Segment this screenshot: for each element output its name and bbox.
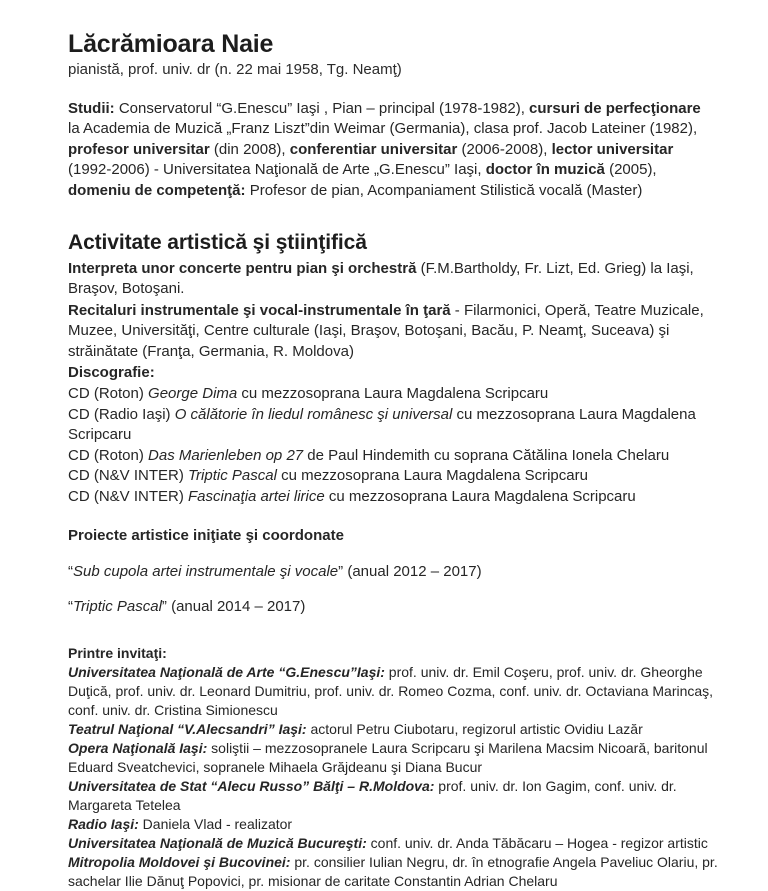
- disco-suffix: cu mezzosoprana Laura Magdalena Scripcaru: [324, 487, 636, 505]
- studii-text-7: (2006-2008),: [457, 140, 552, 158]
- proiect-close-quote: ”: [161, 598, 167, 616]
- disco-suffix: cu mezzosoprana Laura Magdalena Scripcaru: [276, 467, 588, 485]
- list-item: [68, 446, 716, 467]
- proiect-rest: (anual 2012 – 2017): [343, 562, 482, 580]
- proiect-item: [68, 597, 730, 618]
- disco-title: Das Marienleben op 27: [148, 446, 304, 464]
- section-heading-activitate: Activitate artistică şi ştiinţifică: [68, 231, 367, 255]
- proiect-open-quote: “: [68, 598, 73, 616]
- recitaluri-paragraph: [68, 301, 716, 363]
- invitati-institution: Universitatea Naţională de Muzică Bucureşti:: [68, 835, 367, 852]
- studii-bold-2: cursuri de perfecţionare: [529, 99, 701, 117]
- disco-prefix: CD (N&V INTER): [68, 487, 188, 505]
- invitati-people: prof. univ. dr. Ion Gagim, conf. univ. dr. Margareta Tetelea: [68, 778, 677, 814]
- invitati-people: actorul Petru Ciubotaru, regizorul artistic Ovidiu Lazăr: [306, 721, 643, 737]
- studii-text-1: Conservatorul “G.Enescu” Iaşi , Pian – principal (1978-1982),: [114, 99, 530, 117]
- studii-bold-4: profesor universitar: [68, 140, 210, 158]
- studii-label: Studii:: [68, 99, 115, 117]
- proiect-close-quote: ”: [338, 562, 344, 580]
- studii-paragraph: [68, 99, 708, 202]
- disco-title: George Dima: [148, 384, 238, 402]
- invitati-list: [68, 663, 736, 891]
- invitati-people: pr. consilier Iulian Negru, dr. în etnografie Angela Paveliuc Olariu, pr. sachelar Ilie Dănuţ Popovici, pr. misionar de caritate Constantin Adrian Chelaru: [68, 854, 718, 890]
- disco-suffix: de Paul Hindemith cu soprana Cătălina Ionela Chelaru: [303, 446, 670, 464]
- recitaluri-bold: Recitaluri instrumentale şi vocal-instrumentale în ţară: [68, 301, 451, 319]
- list-item: [68, 384, 716, 405]
- disco-suffix: cu mezzosoprana Laura Magdalena Scripcaru: [237, 384, 549, 402]
- list-item: [68, 777, 736, 815]
- invitati-people: conf. univ. dr. Anda Tăbăcaru – Hogea - regizor artistic: [366, 835, 708, 852]
- disco-prefix: CD (Roton): [68, 446, 149, 464]
- list-item: [68, 720, 736, 739]
- proiect-open-quote: “: [68, 562, 73, 580]
- invitati-institution: Mitropolia Moldovei şi Bucovinei:: [68, 854, 291, 871]
- invitati-heading: Printre invitaţi:: [68, 644, 167, 661]
- activitate-lead: [68, 259, 702, 300]
- proiecte-heading: Proiecte artistice iniţiate şi coordonate: [68, 527, 344, 545]
- disco-suffix: cu mezzosoprana Laura Magdalena Scripcaru: [68, 405, 696, 444]
- list-item: [68, 663, 736, 720]
- proiect-rest: (anual 2014 – 2017): [166, 598, 306, 616]
- invitati-institution: Universitatea Naţională de Arte “G.Enescu”Iaşi:: [68, 663, 385, 680]
- studii-text-9: (1992-2006) - Universitatea Naţională de Arte „G.Enescu” Iaşi,: [68, 161, 486, 179]
- invitati-institution: Teatrul Naţional “V.Alecsandri” Iaşi:: [68, 721, 307, 737]
- studii-bold-10: doctor în muzică: [485, 161, 605, 179]
- studii-bold-8: lector universitar: [551, 140, 674, 158]
- list-item: [68, 466, 716, 487]
- disco-title: O călătorie în liedul românesc şi universal: [174, 405, 453, 423]
- list-item: [68, 487, 716, 508]
- studii-bold-6: conferentiar universitar: [289, 140, 458, 158]
- list-item: [68, 739, 736, 777]
- invitati-people: Daniela Vlad - realizator: [138, 816, 293, 833]
- discografie-list: [68, 384, 716, 507]
- list-item: [68, 815, 736, 834]
- invitati-institution: Opera Naţională Iaşi:: [68, 740, 208, 757]
- activitate-lead-bold: Interpreta unor concerte pentru pian şi orchestră: [68, 259, 417, 277]
- proiect-item: [68, 562, 730, 583]
- disco-title: Triptic Pascal: [188, 467, 277, 485]
- studii-text-11: (2005),: [604, 161, 657, 179]
- list-item: [68, 405, 716, 446]
- disco-title: Fascinaţia artei lirice: [188, 487, 325, 505]
- disco-prefix: CD (Roton): [68, 384, 149, 402]
- studii-text-3: la Academia de Muzică „Franz Liszt”din Weimar (Germania), clasa prof. Jacob Lateiner (1982),: [68, 120, 698, 138]
- invitati-institution: Universitatea de Stat “Alecu Russo” Bălţi – R.Moldova:: [68, 778, 435, 795]
- page-title: Lăcrămioara Naie: [68, 30, 274, 58]
- proiect-title: Triptic Pascal: [73, 598, 162, 616]
- discografie-label: Discografie:: [68, 364, 155, 382]
- proiect-title: Sub cupola artei instrumentale şi vocale: [73, 562, 339, 580]
- disco-prefix: CD (N&V INTER): [68, 467, 188, 485]
- invitati-institution: Radio Iaşi:: [68, 816, 139, 833]
- invitati-people: soliştii – mezzosopranele Laura Scripcaru şi Marilena Macsim Nicoară, baritonul Eduard Sveatchevici, sopranele Mihaela Grăjdeanu şi Diana Bucur: [68, 740, 708, 776]
- invitati-people: prof. univ. dr. Emil Coşeru, prof. univ. dr. Gheorghe Duţică, prof. univ. dr. Leonard Dumitriu, prof. univ. dr. Romeo Cozma, conf. univ. dr. Octaviana Marincaş, conf. univ. dr. Cristina Simionescu: [68, 663, 714, 718]
- list-item: [68, 834, 736, 853]
- disco-prefix: CD (Radio Iaşi): [68, 405, 175, 423]
- studii-bold-12: domeniu de competenţă:: [68, 181, 246, 199]
- recitaluri-rest: - Filarmonici, Operă, Teatre Muzicale, Muzee, Universităţi, Centre culturale (Iaşi, Braşov, Botoşani, Bacău, P. Neamţ, Suceava) şi străinătate (Franţa, Germania, R. Moldova): [68, 301, 704, 360]
- activitate-lead-rest: (F.M.Bartholdy, Fr. Lizt, Ed. Grieg) la Iaşi, Braşov, Botoşani.: [68, 259, 694, 298]
- list-item: [68, 853, 736, 891]
- page-subtitle: pianistă, prof. univ. dr (n. 22 mai 1958, Tg. Neamţ): [68, 61, 402, 78]
- studii-text-5: (din 2008),: [209, 140, 290, 158]
- studii-text-13: Profesor de pian, Acompaniament Stilistică vocală (Master): [245, 181, 643, 199]
